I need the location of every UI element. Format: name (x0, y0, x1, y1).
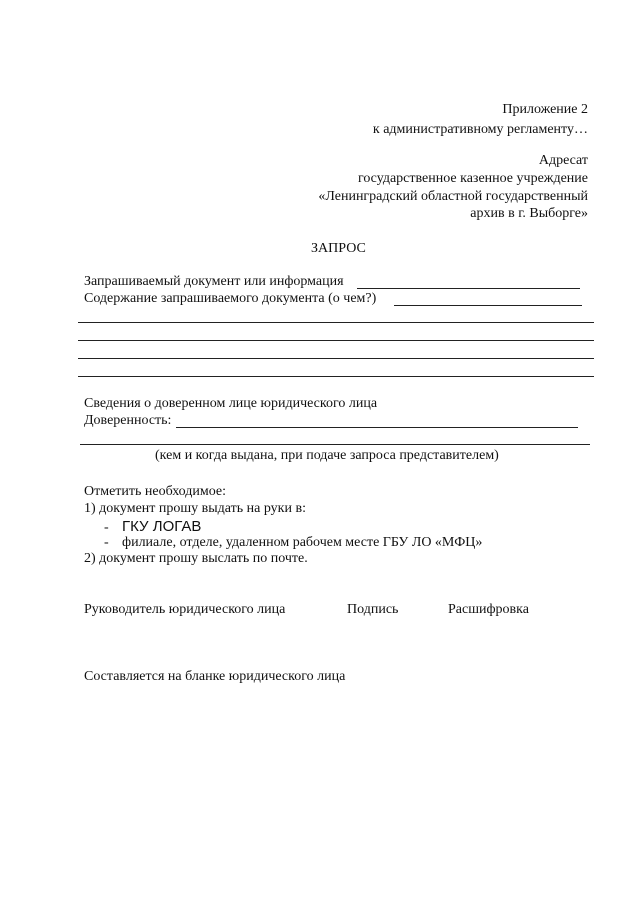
document-content-field[interactable] (394, 305, 582, 306)
blank-line-3[interactable] (78, 358, 594, 359)
decoding-label: Расшифровка (448, 602, 529, 617)
option-1a-label[interactable]: ГКУ ЛОГАВ (122, 518, 202, 535)
options-heading: Отметить необходимое: (84, 484, 227, 499)
option-1-label: 1) документ прошу выдать на руки в: (84, 501, 306, 516)
requested-document-field[interactable] (357, 288, 580, 289)
regulation-reference: к административному регламенту… (372, 122, 588, 137)
option-1a-dash: - (104, 520, 109, 535)
blank-line-2[interactable] (78, 340, 594, 341)
trustee-heading: Сведения о доверенном лице юридического лица (84, 396, 378, 411)
document-title: ЗАПРОС (311, 241, 366, 256)
letterhead-note: Составляется на бланке юридического лица (84, 669, 346, 684)
power-of-attorney-label: Доверенность: (84, 413, 172, 428)
document-content-label: Содержание запрашиваемого документа (о чем?) (84, 291, 377, 306)
power-of-attorney-field[interactable] (176, 427, 578, 428)
head-of-entity-label: Руководитель юридического лица (84, 602, 286, 617)
option-1b-label[interactable]: филиале, отделе, удаленном рабочем месте ГБУ ЛО «МФЦ» (122, 535, 483, 550)
requested-document-label: Запрашиваемый документ или информация (84, 274, 344, 289)
addressee-line-2: «Ленинградский областной государственный (318, 189, 588, 204)
blank-line-1[interactable] (78, 322, 594, 323)
appendix-label: Приложение 2 (502, 102, 588, 117)
blank-line-4[interactable] (78, 376, 594, 377)
option-1b-dash: - (104, 535, 109, 550)
power-of-attorney-note: (кем и когда выдана, при подаче запроса представителем) (155, 448, 499, 463)
power-of-attorney-field-2[interactable] (80, 444, 590, 445)
addressee-line-1: государственное казенное учреждение (357, 171, 588, 186)
option-2-label[interactable]: 2) документ прошу выслать по почте. (84, 551, 308, 566)
addressee-label: Адресат (538, 153, 588, 168)
addressee-line-3: архив в г. Выборге» (470, 206, 588, 221)
signature-label: Подпись (347, 602, 399, 617)
